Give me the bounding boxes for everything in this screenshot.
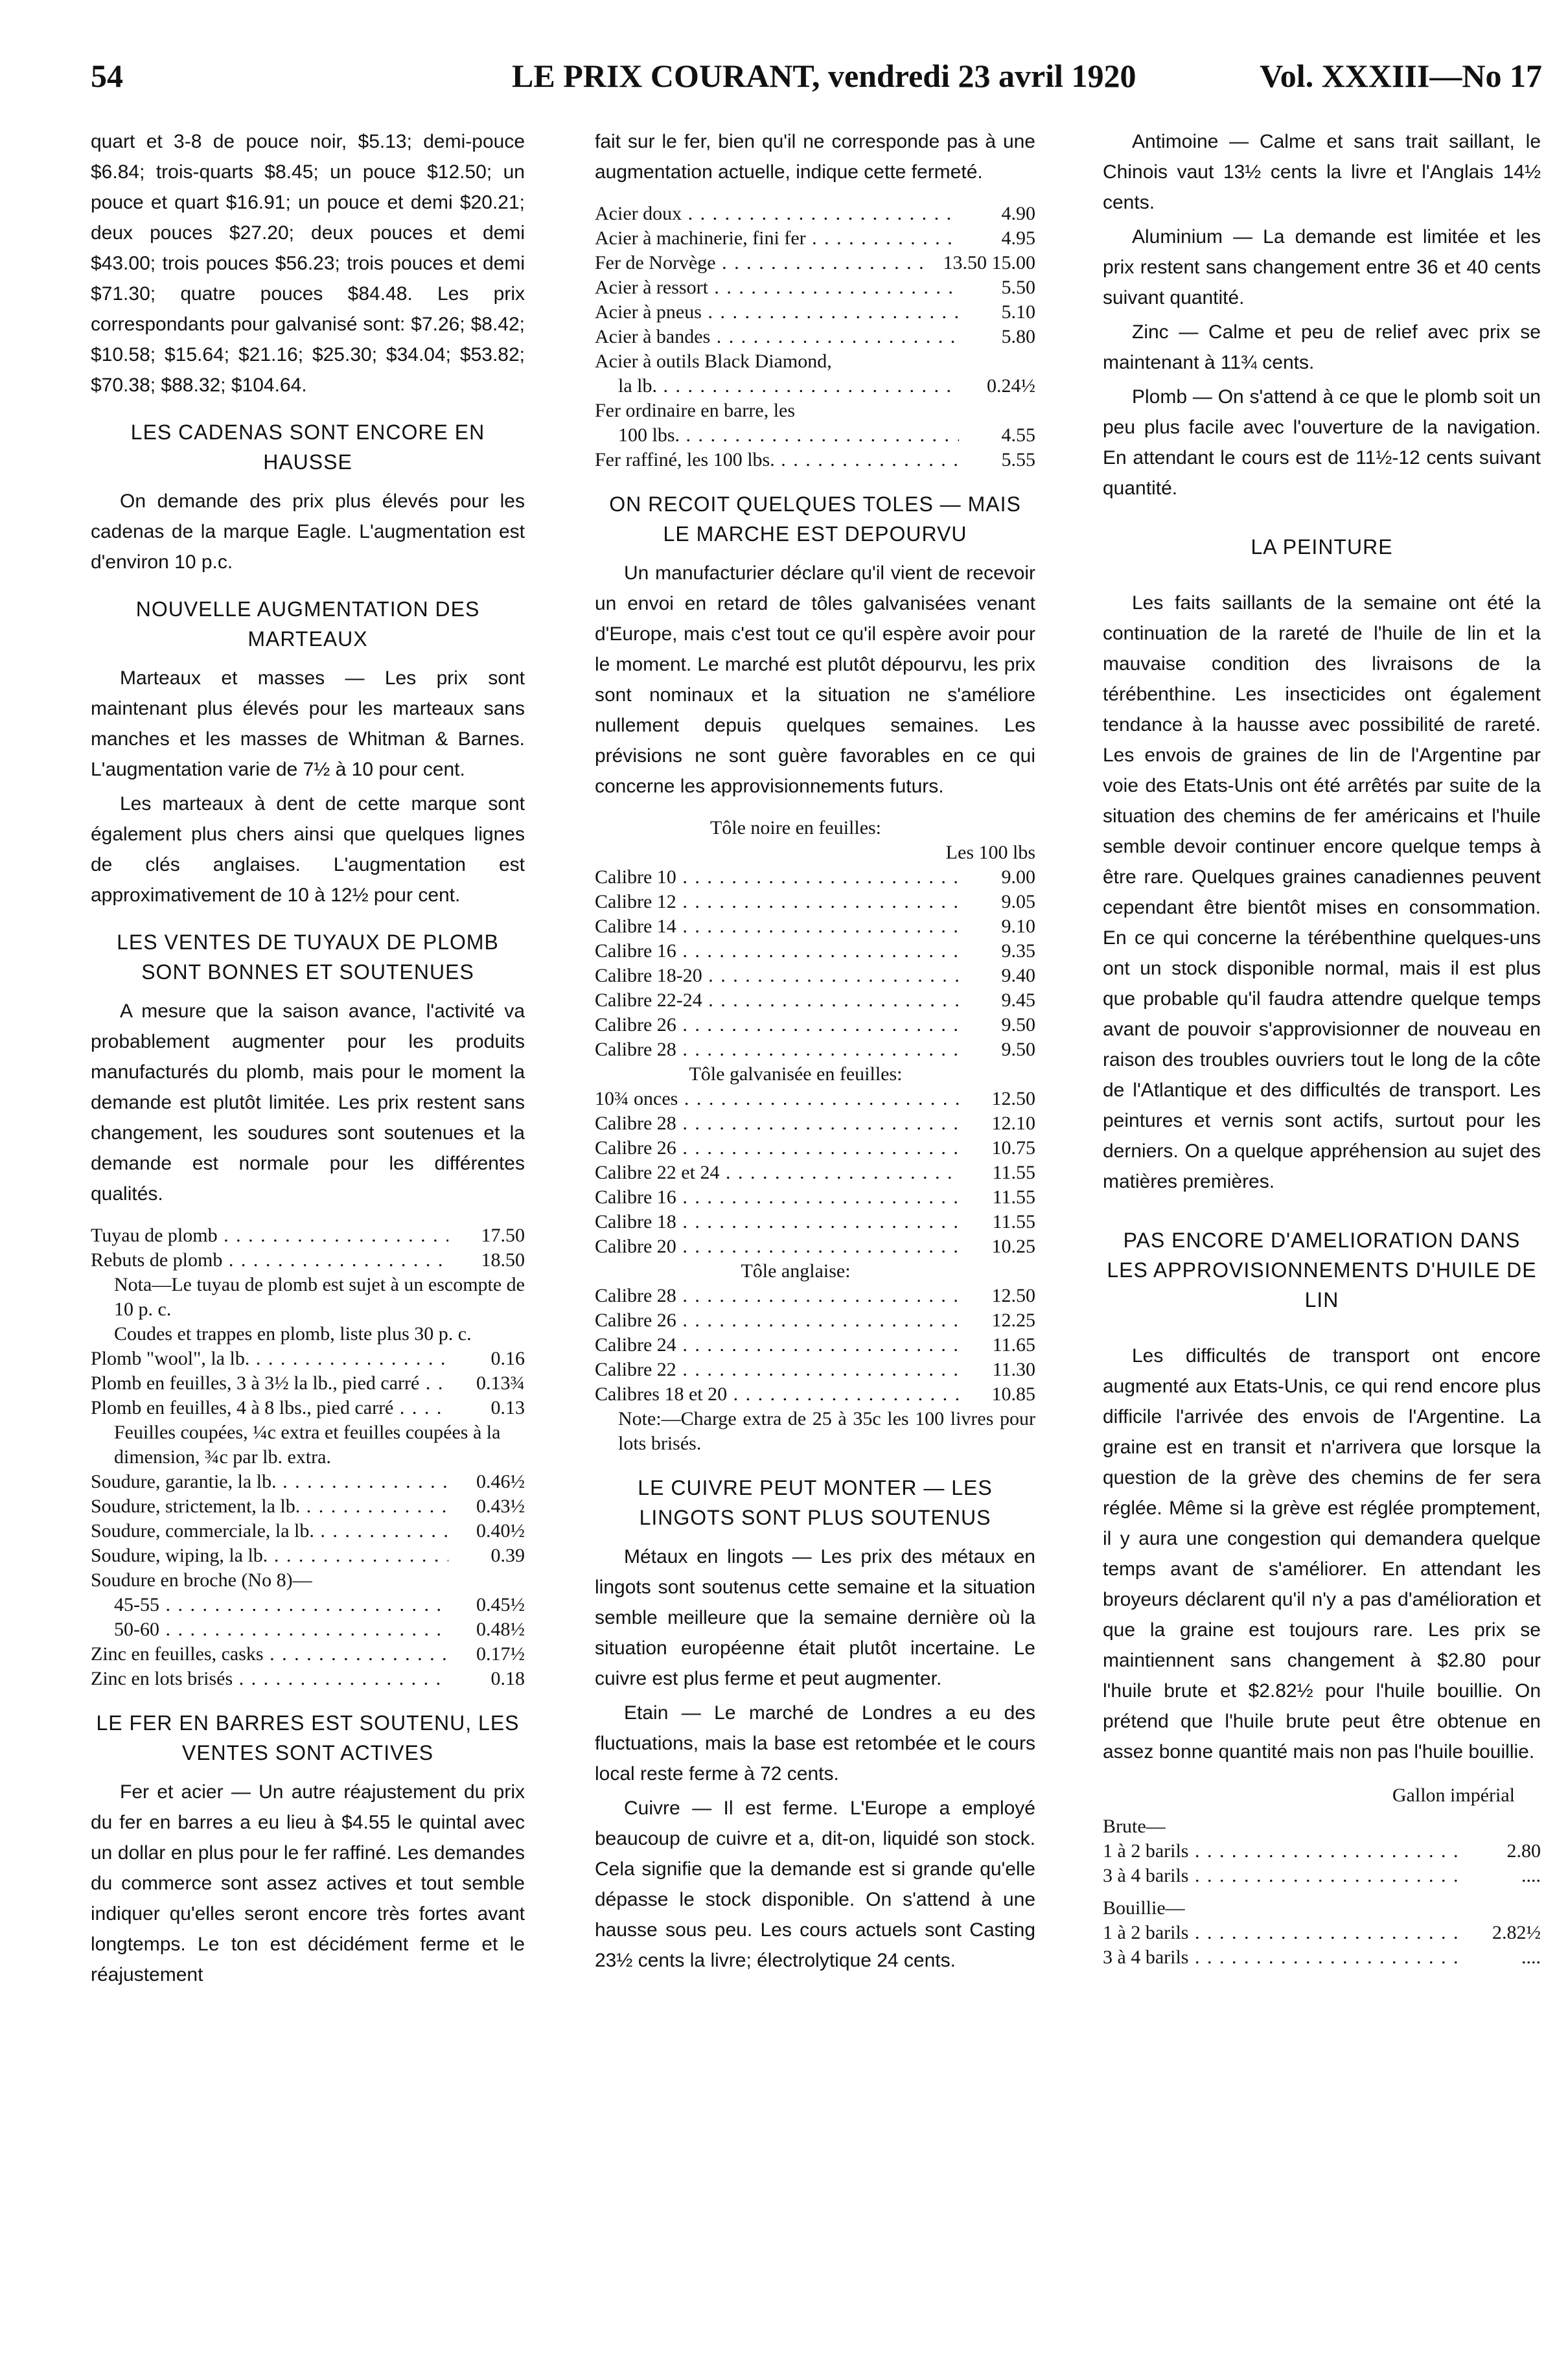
price-row bbox=[595, 964, 1035, 988]
price-label: Calibre 16 . . . bbox=[595, 939, 959, 964]
price-value: 9.45 bbox=[1001, 989, 1035, 1011]
price-label: Acier à ressort . . . bbox=[595, 275, 959, 300]
price-value: 0.39 bbox=[490, 1545, 525, 1566]
price-label: Calibre 22 . . . bbox=[595, 1358, 959, 1382]
price-value: 9.00 bbox=[1001, 866, 1035, 888]
price-row bbox=[595, 1185, 1035, 1210]
price-label: Zinc en feuilles, casks . . . bbox=[91, 1642, 448, 1667]
price-value: 11.65 bbox=[992, 1334, 1035, 1356]
price-row bbox=[595, 1087, 1035, 1111]
price-value: 5.80 bbox=[1001, 326, 1035, 347]
price-label: Zinc en lots brisés . . . bbox=[91, 1667, 448, 1691]
price-row bbox=[595, 1210, 1035, 1234]
price-row bbox=[595, 1013, 1035, 1037]
price-label: Calibres 18 et 20 . . . bbox=[595, 1382, 959, 1407]
paragraph: On demande des prix plus élevés pour les cadenas de la marque Eagle. L'augmentation est d'environ 10 p.c. bbox=[91, 491, 525, 573]
price-value: 9.50 bbox=[1001, 1039, 1035, 1060]
price-table-acier bbox=[595, 202, 1035, 472]
price-row bbox=[91, 1347, 525, 1371]
price-row bbox=[595, 226, 1035, 251]
volume-number: Vol. XXXIII—No 17 bbox=[1260, 58, 1542, 94]
column-2 bbox=[595, 126, 1035, 1980]
price-value: 17.50 bbox=[481, 1225, 525, 1246]
price-label: Soudure, commerciale, la lb. . . . bbox=[91, 1519, 448, 1543]
section-heading: LES VENTES DE TUYAUX DE PLOMB SONT BONNES ET SOUTENUES bbox=[117, 930, 499, 984]
price-row bbox=[595, 1382, 1035, 1407]
price-label: Soudure, strictement, la lb. . . . bbox=[91, 1494, 448, 1519]
price-row bbox=[595, 202, 1035, 226]
price-value: 0.40½ bbox=[476, 1520, 525, 1542]
price-row bbox=[595, 1234, 1035, 1259]
price-value: 9.50 bbox=[1001, 1014, 1035, 1035]
price-label: Fer de Norvège . . . bbox=[595, 251, 928, 275]
price-row bbox=[595, 374, 1035, 399]
price-row bbox=[595, 1161, 1035, 1185]
price-row bbox=[91, 1248, 525, 1273]
paragraph: Marteaux et masses — Les prix sont maintenant plus élevés pour les marteaux sans manches et les masses de Whitman & Barnes. L'augmentation varie de 7½ à 10 pour cent. bbox=[91, 667, 525, 780]
price-row bbox=[595, 275, 1035, 300]
column-1 bbox=[91, 126, 525, 1994]
price-note: Acier à outils Black Diamond, bbox=[595, 351, 832, 372]
page-header bbox=[91, 57, 1542, 102]
price-label: Calibre 18-20 . . . bbox=[595, 964, 959, 988]
section-heading: LA PEINTURE bbox=[1251, 535, 1393, 559]
price-label: Calibre 26 . . . bbox=[595, 1013, 959, 1037]
paragraph: Les difficultés de transport ont encore augmenté aux Etats-Unis, ce qui rend encore plus difficile l'arrivée des envois de l'Argentine. La graine est en transit et n'arrivera que lorsque la question de la grève des chemins de fer sera réglée. Même si la grève est réglée promptement, il y aura une congestion qui demandera quelque temps avant de s'améliorer. En attendant les broyeurs déclarent qu'il n'y a pas d'amélioration et que la graine est toujours rare. Les prix se maintiennent sans changement à $2.80 pour l'huile brute et $2.82½ pour l'huile bouillie. On prétend que l'huile brute peut être obtenue en assez bonne quantité mais non pas l'huile bouillie. bbox=[1103, 1345, 1541, 1763]
price-row bbox=[91, 1667, 525, 1691]
price-label: Acier à bandes . . . bbox=[595, 325, 959, 349]
price-value: 18.50 bbox=[481, 1249, 525, 1271]
price-label: Plomb en feuilles, 4 à 8 lbs., pied carré . . . bbox=[91, 1396, 448, 1420]
price-value: 0.17½ bbox=[476, 1643, 525, 1665]
table-unit: Gallon impérial bbox=[1392, 1785, 1515, 1806]
price-label: 3 à 4 barils . . . bbox=[1103, 1945, 1464, 1970]
price-value: 9.40 bbox=[1001, 965, 1035, 986]
price-note: Coudes et trappes en plomb, liste plus 30 p. c. bbox=[114, 1323, 472, 1345]
table-unit: Les 100 lbs bbox=[945, 842, 1035, 863]
price-value: 0.43½ bbox=[476, 1496, 525, 1517]
page-title: LE PRIX COURANT, vendredi 23 avril 1920 bbox=[512, 58, 1136, 94]
paragraph: Zinc — Calme et peu de relief avec prix se maintenant à 11¾ cents. bbox=[1103, 321, 1541, 373]
price-note: Nota—Le tuyau de plomb est sujet à un escompte de 10 p. c. bbox=[114, 1274, 525, 1320]
paragraph: Métaux en lingots — Les prix des métaux en lingots sont soutenus cette semaine et la situation semble meilleure que la semaine dernière où la situation européenne était plutôt incertaine. Le cuivre est plus ferme et peut augmenter. bbox=[595, 1546, 1035, 1689]
table-subheading: Tôle noire en feuilles: bbox=[709, 817, 882, 838]
price-label: Calibre 18 . . . bbox=[595, 1210, 959, 1234]
price-value: 5.10 bbox=[1001, 301, 1035, 323]
price-label: Calibre 24 . . . bbox=[595, 1333, 959, 1358]
price-label: Calibre 14 . . . bbox=[595, 914, 959, 939]
price-value: 5.55 bbox=[1001, 449, 1035, 470]
paragraph: Les marteaux à dent de cette marque sont également plus chers ainsi que quelques lignes de clés anglaises. L'augmentation est approximativement de 10 à 12½ pour cent. bbox=[91, 793, 525, 906]
price-row bbox=[91, 1396, 525, 1420]
price-table-tole bbox=[595, 816, 1035, 1456]
price-label: la lb. . . . bbox=[595, 374, 959, 399]
price-value: 11.55 bbox=[992, 1162, 1035, 1183]
price-row bbox=[595, 1111, 1035, 1136]
price-value: 5.50 bbox=[1001, 277, 1035, 298]
price-label: 3 à 4 barils . . . bbox=[1103, 1864, 1464, 1888]
price-value: 12.10 bbox=[991, 1113, 1035, 1134]
price-value: 12.25 bbox=[991, 1310, 1035, 1331]
price-row bbox=[91, 1519, 525, 1543]
section-heading: PAS ENCORE D'AMELIORATION DANS LES APPROVISIONNEMENTS D'HUILE DE LIN bbox=[1107, 1229, 1537, 1312]
price-value: 0.45½ bbox=[476, 1594, 525, 1615]
price-label: Fer raffiné, les 100 lbs. . . . bbox=[595, 448, 959, 472]
table-subheading: Brute— bbox=[1103, 1816, 1166, 1837]
price-row bbox=[595, 448, 1035, 472]
price-note: Soudure en broche (No 8)— bbox=[91, 1569, 312, 1591]
price-row bbox=[1103, 1921, 1541, 1945]
price-row bbox=[91, 1543, 525, 1568]
price-label: Acier doux . . . bbox=[595, 202, 959, 226]
paragraph: Antimoine — Calme et sans trait saillant, le Chinois vaut 13½ cents la livre et l'Anglais 14½ cents. bbox=[1103, 131, 1541, 213]
price-row bbox=[595, 1284, 1035, 1308]
paragraph: quart et 3-8 de pouce noir, $5.13; demi-pouce $6.84; trois-quarts $8.45; un pouce $12.50; un pouce et quart $16.91; un pouce et demi $20.21; deux pouces $27.20; deux pouces et demi $43.00; trois pouces $56.23; trois pouces et demi $71.30; quatre pouces $84.48. Les prix correspondants pour galvanisé sont: $7.26; $8.42; $10.58; $15.64; $21.16; $25.30; $34.04; $53.82; $70.38; $88.32; $104.64. bbox=[91, 131, 525, 396]
price-label: 50-60 . . . bbox=[91, 1617, 448, 1642]
price-value: 0.13¾ bbox=[476, 1372, 525, 1394]
price-row bbox=[595, 1037, 1035, 1062]
price-row bbox=[595, 890, 1035, 914]
price-value: 10.25 bbox=[991, 1236, 1035, 1257]
price-label: Soudure, wiping, la lb. . . . bbox=[91, 1543, 448, 1568]
price-value: 11.30 bbox=[992, 1359, 1035, 1380]
price-row bbox=[91, 1642, 525, 1667]
price-label: 45-55 . . . bbox=[91, 1593, 448, 1617]
price-row bbox=[595, 1333, 1035, 1358]
price-label: Calibre 20 . . . bbox=[595, 1234, 959, 1259]
page-number: 54 bbox=[91, 58, 123, 94]
price-note: Fer ordinaire en barre, les bbox=[595, 400, 796, 421]
price-value: 11.55 bbox=[992, 1186, 1035, 1208]
price-label: Calibre 26 . . . bbox=[595, 1136, 959, 1161]
price-label: Calibre 12 . . . bbox=[595, 890, 959, 914]
price-value: 0.46½ bbox=[476, 1471, 525, 1492]
price-label: Calibre 28 . . . bbox=[595, 1111, 959, 1136]
price-row bbox=[91, 1617, 525, 1642]
price-row bbox=[595, 1136, 1035, 1161]
section-heading: ON RECOIT QUELQUES TOLES — MAIS LE MARCHE EST DEPOURVU bbox=[609, 492, 1021, 546]
price-value: 12.50 bbox=[991, 1285, 1035, 1306]
price-label: Calibre 26 . . . bbox=[595, 1308, 959, 1333]
price-value: 9.35 bbox=[1001, 940, 1035, 962]
price-value: 2.80 bbox=[1506, 1840, 1541, 1862]
price-row bbox=[595, 251, 1035, 275]
price-value: 0.18 bbox=[490, 1668, 525, 1689]
price-label: 100 lbs. . . . bbox=[595, 423, 959, 448]
table-subheading: Tôle galvanisée en feuilles: bbox=[689, 1063, 903, 1085]
price-row bbox=[595, 1308, 1035, 1333]
price-row bbox=[595, 865, 1035, 890]
table-subheading: Tôle anglaise: bbox=[741, 1260, 851, 1282]
price-row bbox=[91, 1223, 525, 1248]
price-table-plomb bbox=[91, 1223, 525, 1691]
price-note: Note:—Charge extra de 25 à 35c les 100 livres pour lots brisés. bbox=[618, 1408, 1035, 1454]
price-label: Plomb en feuilles, 3 à 3½ la lb., pied carré . . . bbox=[91, 1371, 448, 1396]
paragraph: Etain — Le marché de Londres a eu des fluctuations, mais la base est retombée et le cours local reste ferme à 72 cents. bbox=[595, 1702, 1035, 1785]
price-value: 9.05 bbox=[1001, 891, 1035, 912]
price-label: Calibre 28 . . . bbox=[595, 1037, 959, 1062]
price-value: 11.55 bbox=[992, 1211, 1035, 1232]
price-label: Acier à machinerie, fini fer . . . bbox=[595, 226, 959, 251]
price-label: Calibre 22-24 . . . bbox=[595, 988, 959, 1013]
price-label: Soudure, garantie, la lb. . . . bbox=[91, 1470, 448, 1494]
price-row bbox=[595, 939, 1035, 964]
price-row bbox=[595, 300, 1035, 325]
price-value: 13.50 15.00 bbox=[943, 252, 1035, 273]
price-label: Calibre 16 . . . bbox=[595, 1185, 959, 1210]
price-value: .... bbox=[1521, 1865, 1541, 1886]
price-row bbox=[595, 988, 1035, 1013]
price-row bbox=[595, 325, 1035, 349]
price-label: 1 à 2 barils . . . bbox=[1103, 1839, 1464, 1864]
paragraph: Plomb — On s'attend à ce que le plomb soit un peu plus facile avec l'ouverture de la navigation. En attendant le cours est de 11½-12 cents suivant quantité. bbox=[1103, 386, 1541, 499]
paragraph: fait sur le fer, bien qu'il ne corresponde pas à une augmentation actuelle, indique cette fermeté. bbox=[595, 131, 1035, 183]
price-value: 0.48½ bbox=[476, 1619, 525, 1640]
paragraph: Cuivre — Il est ferme. L'Europe a employé beaucoup de cuivre et a, dit-on, liquidé son stock. Cela signifie que la demande est si grande qu'elle dépasse le stock disponible. On s'attend à une hausse sous peu. Les cours actuels sont Casting 23½ cents la livre; électrolytique 24 cents. bbox=[595, 1797, 1035, 1971]
price-row bbox=[91, 1371, 525, 1396]
price-note: Feuilles coupées, ¼c extra et feuilles coupées à la dimension, ¾c par lb. extra. bbox=[114, 1422, 501, 1468]
section-heading: LE FER EN BARRES EST SOUTENU, LES VENTES SONT ACTIVES bbox=[96, 1711, 520, 1764]
section-heading: LES CADENAS SONT ENCORE EN HAUSSE bbox=[130, 421, 485, 474]
price-row bbox=[1103, 1864, 1541, 1888]
paragraph: A mesure que la saison avance, l'activité va probablement augmenter pour les produits manufacturés du plomb, mais pour le moment la demande est plutôt limitée. Les prix restent sans changement, les soudures sont soutenues et la demande est normale pour les différentes qualités. bbox=[91, 1000, 525, 1205]
price-row bbox=[91, 1593, 525, 1617]
price-label: Acier à pneus . . . bbox=[595, 300, 959, 325]
price-value: 10.75 bbox=[991, 1137, 1035, 1159]
price-value: 12.50 bbox=[991, 1088, 1035, 1109]
price-label: 10¾ onces . . . bbox=[595, 1087, 959, 1111]
price-label: Calibre 22 et 24 . . . bbox=[595, 1161, 959, 1185]
price-row bbox=[91, 1494, 525, 1519]
price-label: Calibre 28 . . . bbox=[595, 1284, 959, 1308]
price-value: 0.16 bbox=[490, 1348, 525, 1369]
price-row bbox=[1103, 1839, 1541, 1864]
price-label: Calibre 10 . . . bbox=[595, 865, 959, 890]
price-value: 0.13 bbox=[490, 1397, 525, 1418]
table-subheading: Bouillie— bbox=[1103, 1897, 1185, 1919]
paragraph: Fer et acier — Un autre réajustement du prix du fer en barres a eu lieu à $4.55 le quintal avec un dollar en plus pour le fer raffiné. Les demandes du commerce sont assez actives et tout semble indiquer qu'elles seront encore très fortes avant longtemps. Le ton est décidément ferme et le réajustement bbox=[91, 1781, 525, 1985]
price-value: 2.82½ bbox=[1492, 1922, 1541, 1943]
price-row bbox=[1103, 1945, 1541, 1970]
price-label: 1 à 2 barils . . . bbox=[1103, 1921, 1464, 1945]
column-3 bbox=[1103, 126, 1541, 1983]
price-row bbox=[595, 914, 1035, 939]
price-label: Tuyau de plomb . . . bbox=[91, 1223, 448, 1248]
price-table-huile bbox=[1103, 1814, 1541, 1970]
price-value: 10.85 bbox=[991, 1383, 1035, 1405]
section-heading: NOUVELLE AUGMENTATION DES MARTEAUX bbox=[135, 597, 480, 651]
price-value: 4.95 bbox=[1001, 227, 1035, 249]
section-heading: LE CUIVRE PEUT MONTER — LES LINGOTS SONT PLUS SOUTENUS bbox=[638, 1476, 993, 1529]
paragraph: Un manufacturier déclare qu'il vient de recevoir un envoi en retard de tôles galvanisées venant d'Europe, mais c'est tout ce qu'il espère avoir pour le moment. Le marché est plutôt dépourvu, les prix sont nominaux et la situation ne s'améliore nullement depuis quelques semaines. Les prévisions ne sont guère favorables en ce qui concerne les approvisionnements futurs. bbox=[595, 562, 1035, 797]
price-label: Rebuts de plomb . . . bbox=[91, 1248, 448, 1273]
price-row bbox=[595, 1358, 1035, 1382]
price-value: 4.55 bbox=[1001, 424, 1035, 446]
price-value: 4.90 bbox=[1001, 203, 1035, 224]
paragraph: Les faits saillants de la semaine ont été la continuation de la rareté de l'huile de lin et la mauvaise condition des livraisons de la térébenthine. Les insecticides ont également tendance à la hausse avec possibilité de rareté. Les envois de graines de lin de l'Argentine par voie des Etats-Unis ont été arrêtés par suite de la situation des chemins de fer américains et l'huile semble devoir continuer encore quelque temps à être rare. Quelques graines canadiennes peuvent cependant être bientôt mises en consommation. En ce qui concerne la térébenthine quelques-uns ont un stock disponible normal, mais il est plus que probable qu'il faudra attendre quelque temps avant de pouvoir s'approvisionner de nouveau en raison des troubles ouvriers tout le long de la côte de l'Atlantique et des difficultés de transport. Les peintures et vernis sont actifs, surtout pour les derniers. On a quelque appréhension au sujet des matières premières. bbox=[1103, 592, 1541, 1192]
price-row bbox=[595, 423, 1035, 448]
paragraph: Aluminium — La demande est limitée et les prix restent sans changement entre 36 et 40 cents suivant quantité. bbox=[1103, 226, 1541, 308]
price-value: .... bbox=[1521, 1947, 1541, 1968]
price-row bbox=[91, 1470, 525, 1494]
price-value: 9.10 bbox=[1001, 916, 1035, 937]
price-value: 0.24½ bbox=[987, 375, 1035, 397]
price-label: Plomb "wool", la lb. . . . bbox=[91, 1347, 448, 1371]
